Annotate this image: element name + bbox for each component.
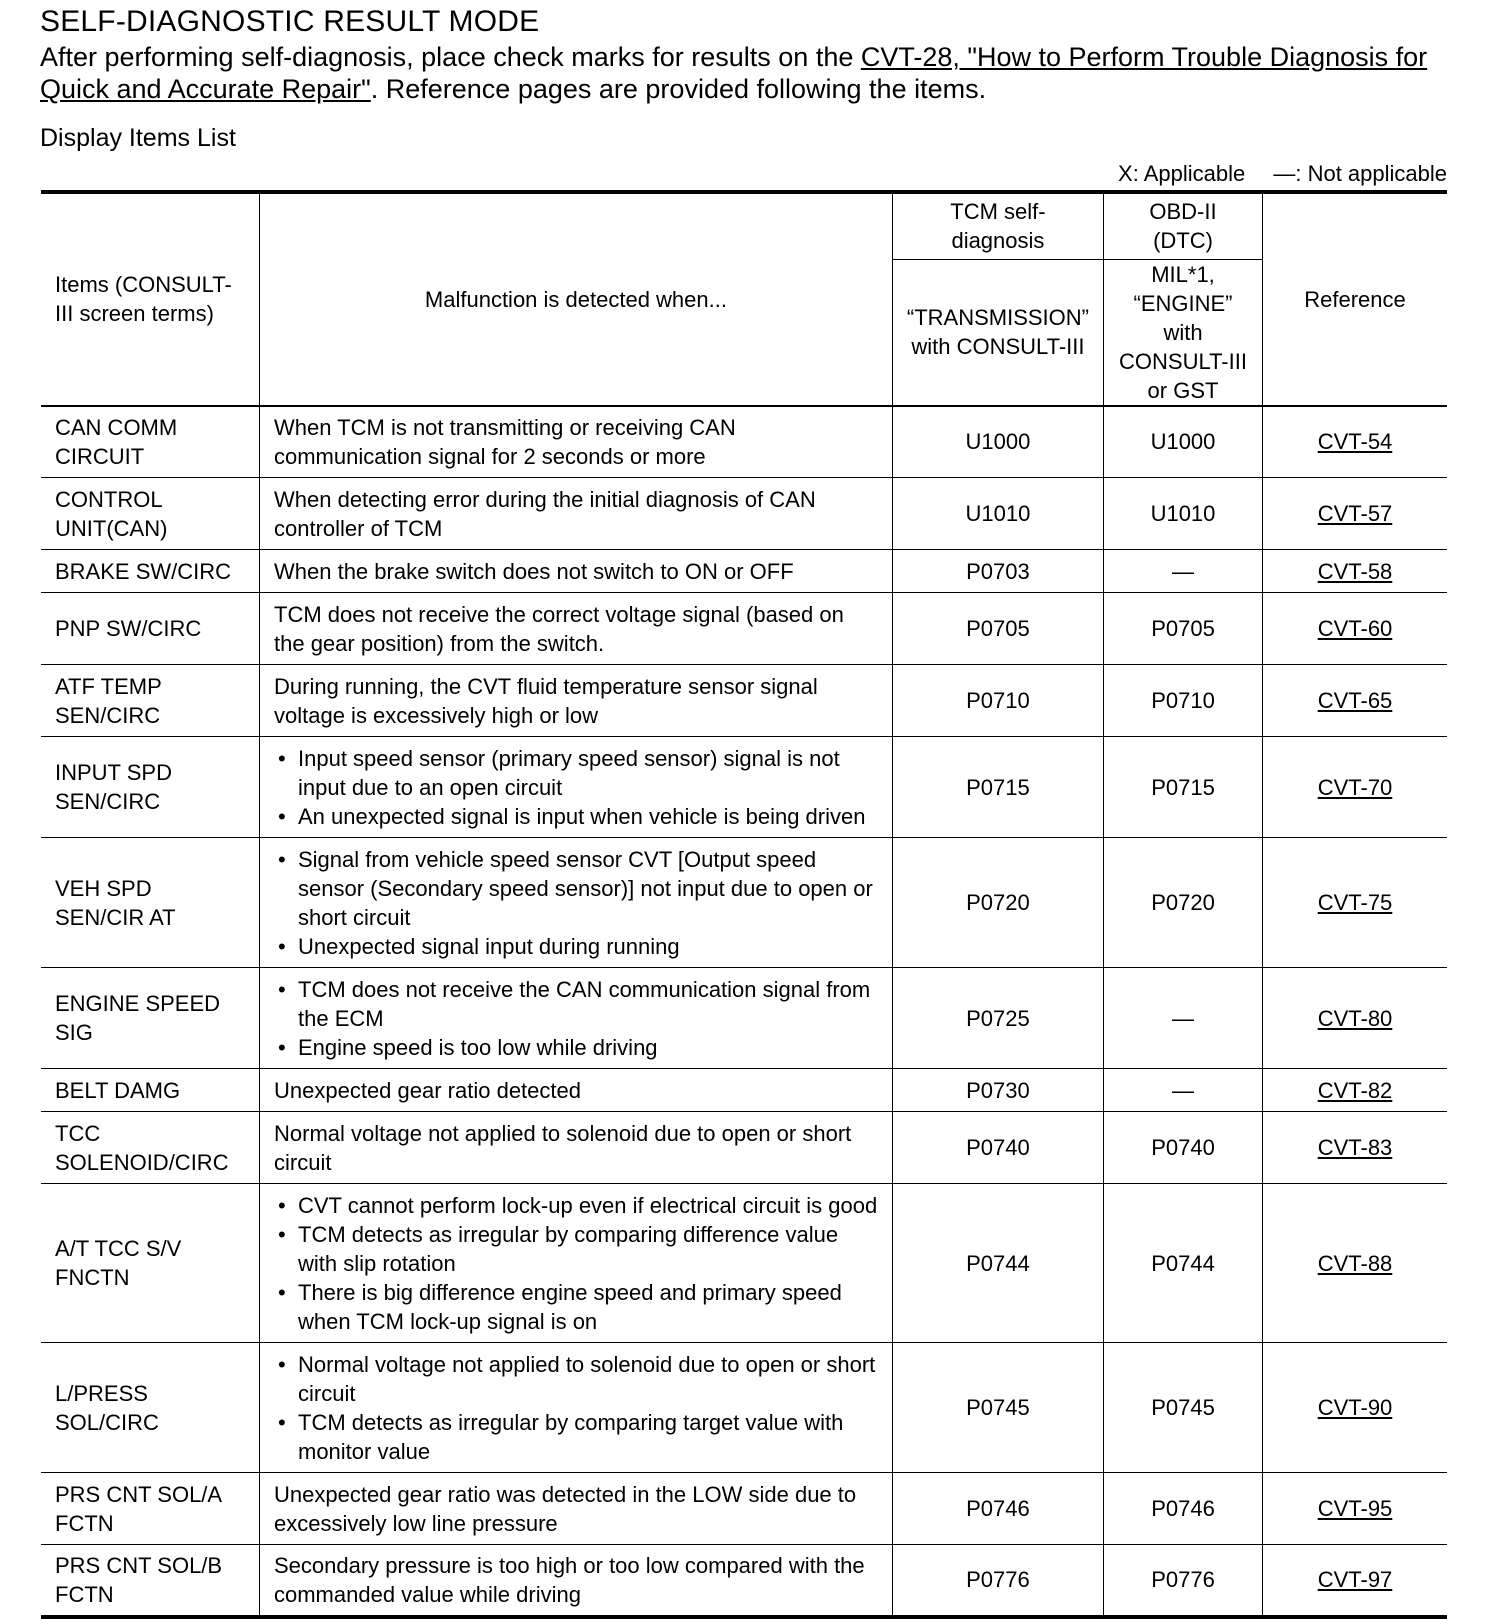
reference-link[interactable]: CVT-95 — [1317, 1496, 1393, 1521]
obd-code: P0740 — [1104, 1112, 1263, 1184]
malfunction-description — [260, 406, 893, 478]
header-items: Items (CONSULT-III screen terms) — [41, 192, 260, 406]
reference-link[interactable]: CVT-97 — [1317, 1567, 1393, 1593]
malfunction-bullet: • Input speed sensor (primary speed sensor) signal is not input due to an open circuit — [274, 744, 878, 802]
reference-link[interactable]: CVT-70 — [1317, 774, 1393, 800]
malfunction-description — [260, 968, 893, 1069]
tcm-code: P0720 — [892, 838, 1103, 968]
tcm-code: P0715 — [892, 737, 1103, 838]
obd-code: U1010 — [1104, 478, 1263, 550]
display-items-list-title: Display Items List — [40, 124, 236, 152]
obd-code: P0715 — [1104, 737, 1263, 838]
tcm-code: P0725 — [892, 968, 1103, 1069]
item-name: CONTROL UNIT(CAN) — [41, 478, 260, 550]
item-name: PNP SW/CIRC — [41, 593, 260, 665]
malfunction-bullet: • Signal from vehicle speed sensor CVT [Output speed sensor (Secondary speed sensor)] not input due to open or short circuit — [274, 845, 878, 932]
reference-cell — [1263, 665, 1448, 737]
header-obd-dtc: OBD-II (DTC) — [1104, 192, 1263, 259]
table-row — [41, 838, 1447, 968]
malfunction-bullet: • Engine speed is too low while driving — [274, 1033, 878, 1062]
malfunction-bullet-list — [274, 1191, 878, 1336]
intro-text-after: . Reference pages are provided following the items. — [370, 74, 987, 104]
malfunction-bullet-list — [274, 1350, 878, 1466]
reference-cell — [1263, 1184, 1448, 1343]
reference-link[interactable]: CVT-57 — [1317, 501, 1393, 526]
malfunction-text: Secondary pressure is too high or too low compared with the commanded value while driving — [274, 1552, 865, 1607]
obd-code: P0710 — [1104, 665, 1263, 737]
legend-not-applicable: —: Not applicable — [1273, 161, 1447, 186]
table-row — [41, 1343, 1447, 1473]
section-heading: SELF-DIAGNOSTIC RESULT MODE — [40, 5, 540, 38]
malfunction-bullet-list — [274, 975, 878, 1062]
reference-link[interactable]: CVT-90 — [1317, 1395, 1393, 1420]
malfunction-description — [260, 478, 893, 550]
reference-cell — [1263, 406, 1448, 478]
tcm-code: P0745 — [892, 1343, 1103, 1473]
table-row — [41, 1184, 1447, 1343]
intro-text-before: After performing self-diagnosis, place check marks for results on the — [40, 42, 861, 72]
obd-code: P0744 — [1104, 1184, 1263, 1343]
tcm-code: P0744 — [892, 1184, 1103, 1343]
table-row — [41, 1069, 1447, 1112]
table-row — [41, 1473, 1447, 1545]
item-name: INPUT SPD SEN/CIRC — [41, 737, 260, 838]
header-tcm-sub: “TRANSMISSION” with CONSULT-III — [892, 259, 1103, 406]
malfunction-description — [260, 1343, 893, 1473]
item-name: PRS CNT SOL/A FCTN — [41, 1473, 260, 1545]
reference-link[interactable]: CVT-58 — [1317, 558, 1393, 584]
obd-code: — — [1104, 550, 1263, 593]
malfunction-text: When the brake switch does not switch to ON or OFF — [274, 558, 794, 584]
malfunction-bullet: • TCM detects as irregular by comparing difference value with slip rotation — [274, 1220, 878, 1278]
header-reference: Reference — [1263, 192, 1448, 406]
item-name: PRS CNT SOL/B FCTN — [41, 1545, 260, 1617]
reference-cell — [1263, 1343, 1448, 1473]
malfunction-bullet-list — [274, 845, 878, 961]
intro-paragraph — [40, 41, 1460, 105]
item-name: TCC SOLENOID/CIRC — [41, 1112, 260, 1184]
malfunction-bullet: • An unexpected signal is input when vehicle is being driven — [274, 802, 878, 831]
header-tcm-self-diagnosis: TCM self-diagnosis — [892, 192, 1103, 259]
malfunction-description — [260, 665, 893, 737]
reference-link[interactable]: CVT-83 — [1317, 1135, 1393, 1160]
reference-cell — [1263, 1473, 1448, 1545]
obd-code: P0745 — [1104, 1343, 1263, 1473]
malfunction-description — [260, 593, 893, 665]
malfunction-text: Unexpected gear ratio was detected in the LOW side due to excessively low line pressure — [274, 1481, 857, 1536]
reference-link[interactable]: CVT-82 — [1317, 1077, 1393, 1103]
obd-code: — — [1104, 968, 1263, 1069]
obd-code: P0705 — [1104, 593, 1263, 665]
table-row — [41, 478, 1447, 550]
malfunction-description — [260, 1069, 893, 1112]
malfunction-description — [260, 737, 893, 838]
malfunction-bullet: • TCM detects as irregular by comparing target value with monitor value — [274, 1408, 878, 1466]
legend — [1118, 160, 1447, 188]
obd-code: P0746 — [1104, 1473, 1263, 1545]
malfunction-description — [260, 838, 893, 968]
header-obd-sub: MIL*1, “ENGINE” with CONSULT-III or GST — [1104, 259, 1263, 406]
malfunction-text: When detecting error during the initial diagnosis of CAN controller of TCM — [274, 486, 816, 541]
reference-cell — [1263, 593, 1448, 665]
item-name: L/PRESS SOL/CIRC — [41, 1343, 260, 1473]
reference-link[interactable]: CVT-60 — [1317, 616, 1393, 641]
table-row — [41, 550, 1447, 593]
malfunction-text: TCM does not receive the correct voltage signal (based on the gear position) from the switch. — [274, 601, 844, 656]
tcm-code: P0730 — [892, 1069, 1103, 1112]
item-name: ENGINE SPEED SIG — [41, 968, 260, 1069]
malfunction-description — [260, 1112, 893, 1184]
reference-cell — [1263, 737, 1448, 838]
malfunction-text: During running, the CVT fluid temperature sensor signal voltage is excessively high or low — [274, 673, 818, 728]
item-name: BRAKE SW/CIRC — [41, 550, 260, 593]
malfunction-text: Normal voltage not applied to solenoid due to open or short circuit — [274, 1120, 852, 1175]
tcm-code: P0703 — [892, 550, 1103, 593]
table-row — [41, 593, 1447, 665]
tcm-code: U1000 — [892, 406, 1103, 478]
malfunction-bullet: • Normal voltage not applied to solenoid due to open or short circuit — [274, 1350, 878, 1408]
tcm-code: P0746 — [892, 1473, 1103, 1545]
malfunction-bullet-list — [274, 744, 878, 831]
malfunction-bullet: • There is big difference engine speed and primary speed when TCM lock-up signal is on — [274, 1278, 878, 1336]
table-row — [41, 1545, 1447, 1617]
reference-link[interactable]: CVT-80 — [1317, 1005, 1393, 1031]
reference-link[interactable]: CVT-75 — [1317, 890, 1393, 915]
reference-link[interactable]: CVT-54 — [1317, 429, 1393, 455]
reference-cell — [1263, 968, 1448, 1069]
obd-code: — — [1104, 1069, 1263, 1112]
tcm-code: P0705 — [892, 593, 1103, 665]
tcm-code: U1010 — [892, 478, 1103, 550]
malfunction-description — [260, 1473, 893, 1545]
reference-cell — [1263, 550, 1448, 593]
tcm-code: P0710 — [892, 665, 1103, 737]
reference-link[interactable]: CVT-65 — [1317, 688, 1393, 713]
tcm-code: P0740 — [892, 1112, 1103, 1184]
reference-link[interactable]: CVT-88 — [1317, 1250, 1393, 1276]
tcm-code: P0776 — [892, 1545, 1103, 1617]
item-name: CAN COMM CIRCUIT — [41, 406, 260, 478]
how-to-perform-link[interactable]: CVT-28, "How to Perform Trouble Diagnosis for Quick and Accurate Repair" — [40, 42, 1428, 104]
table-row — [41, 968, 1447, 1069]
malfunction-bullet: • TCM does not receive the CAN communication signal from the ECM — [274, 975, 878, 1033]
reference-cell — [1263, 1545, 1448, 1617]
obd-code: U1000 — [1104, 406, 1263, 478]
reference-cell — [1263, 1069, 1448, 1112]
item-name: A/T TCC S/V FNCTN — [41, 1184, 260, 1343]
item-name: VEH SPD SEN/CIR AT — [41, 838, 260, 968]
legend-applicable: X: Applicable — [1118, 161, 1246, 186]
table-row — [41, 665, 1447, 737]
item-name: ATF TEMP SEN/CIRC — [41, 665, 260, 737]
obd-code: P0776 — [1104, 1545, 1263, 1617]
malfunction-text: Unexpected gear ratio detected — [274, 1077, 581, 1103]
table-row — [41, 1112, 1447, 1184]
table-row — [41, 406, 1447, 478]
malfunction-bullet: • Unexpected signal input during running — [274, 932, 878, 961]
reference-cell — [1263, 478, 1448, 550]
header-malfunction: Malfunction is detected when... — [260, 192, 893, 406]
malfunction-bullet: • CVT cannot perform lock-up even if electrical circuit is good — [274, 1191, 878, 1220]
reference-cell — [1263, 838, 1448, 968]
table-row — [41, 737, 1447, 838]
malfunction-description — [260, 1545, 893, 1617]
malfunction-text: When TCM is not transmitting or receiving CAN communication signal for 2 seconds or more — [274, 414, 736, 469]
display-items-table — [41, 190, 1447, 1619]
obd-code: P0720 — [1104, 838, 1263, 968]
item-name: BELT DAMG — [41, 1069, 260, 1112]
reference-cell — [1263, 1112, 1448, 1184]
malfunction-description — [260, 550, 893, 593]
malfunction-description — [260, 1184, 893, 1343]
